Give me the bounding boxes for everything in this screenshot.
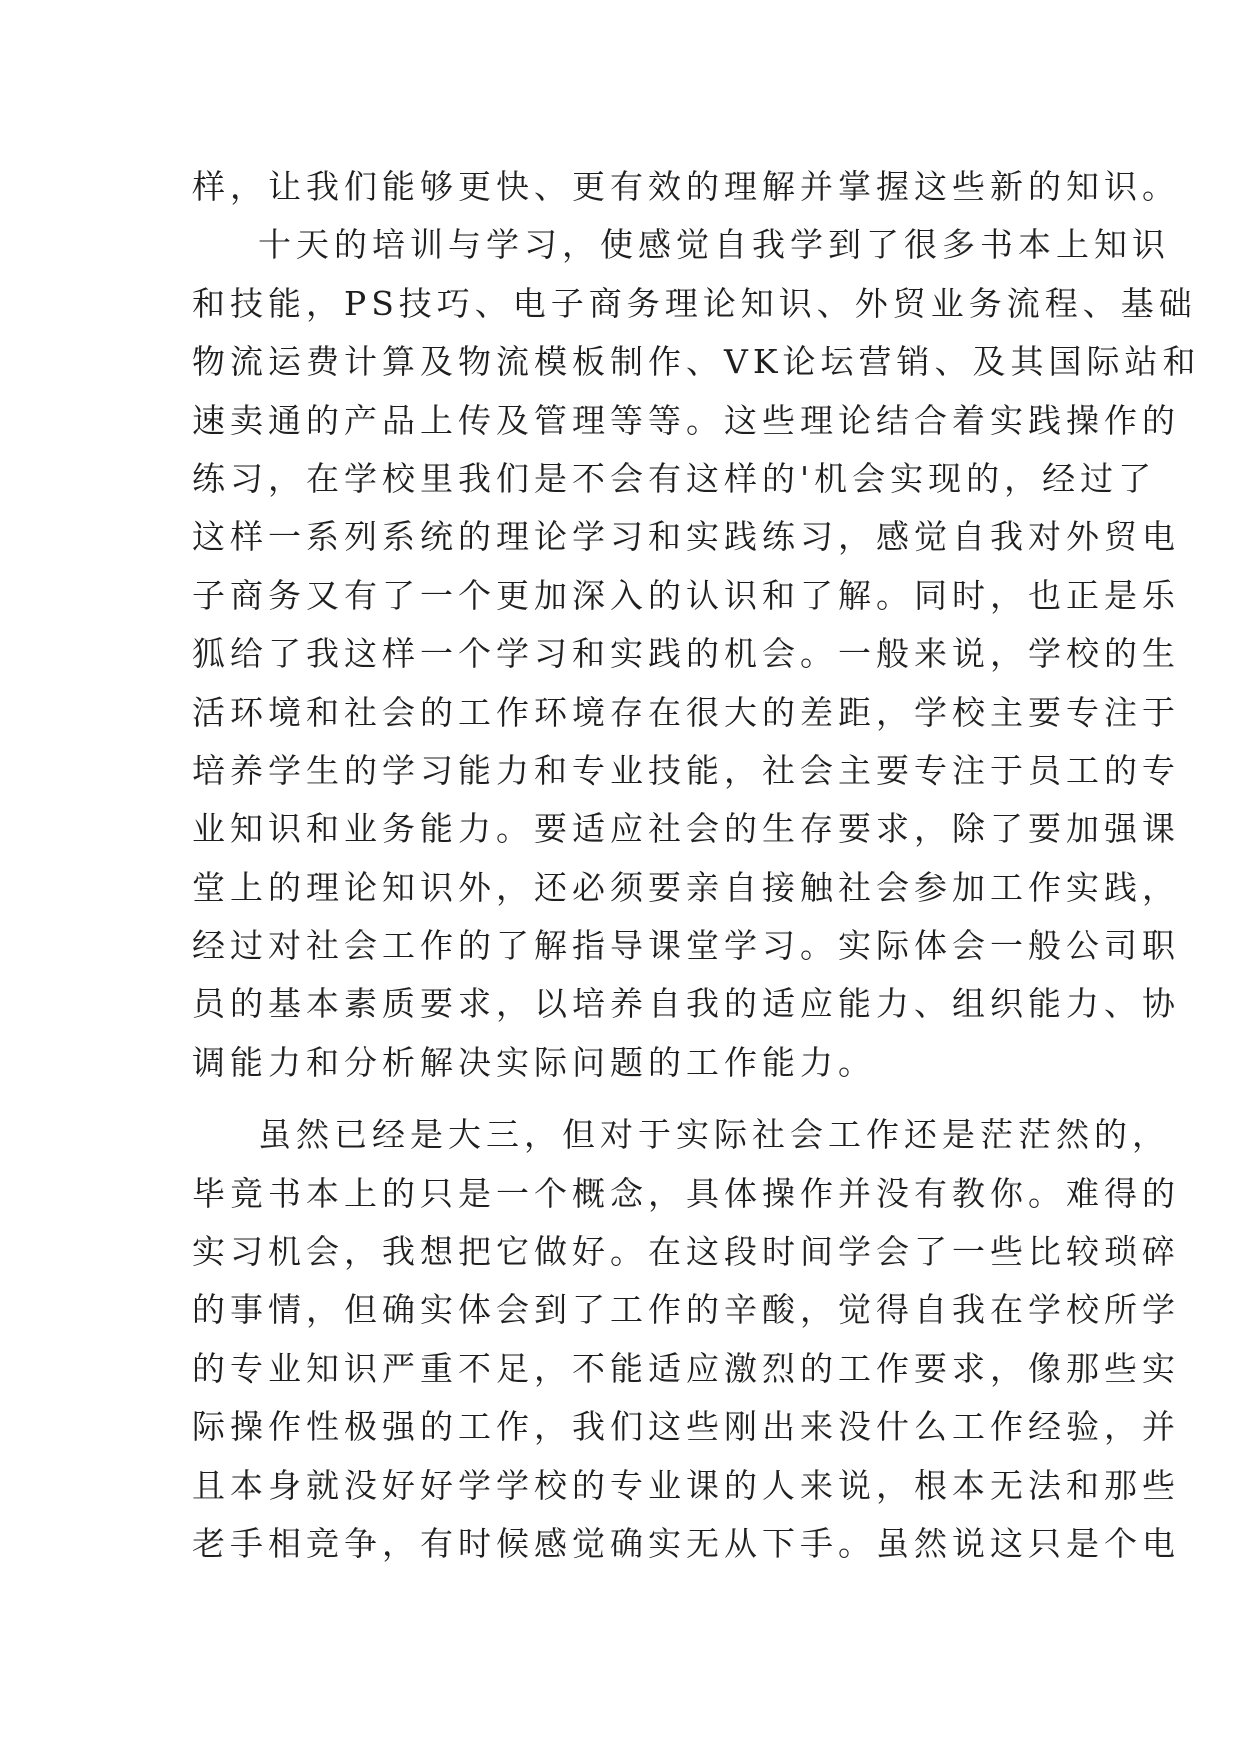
text-line: 且本身就没好好学学校的专业课的人来说，根本无法和那些 (192, 1465, 1180, 1505)
text-line: 速卖通的产品上传及管理等等。这些理论结合着实践操作的 (192, 400, 1180, 440)
text-line: 员的基本素质要求，以培养自我的适应能力、组织能力、协 (192, 984, 1180, 1024)
text-line: 的事情，但确实体会到了工作的辛酸，觉得自我在学校所学 (192, 1290, 1180, 1330)
text-line: 培养学生的学习能力和专业技能，社会主要专注于员工的专 (192, 750, 1180, 790)
paragraph-gap (192, 1092, 1062, 1106)
text-line: 实习机会，我想把它做好。在这段时间学会了一些比较琐碎 (192, 1232, 1180, 1272)
paragraph-training (192, 216, 1201, 1092)
paragraph-continuation (192, 158, 1180, 216)
text-line: 样，让我们能够更快、更有效的理解并掌握这些新的知识。 (192, 167, 1180, 206)
text-line: 老手相竞争，有时候感觉确实无从下手。虽然说这只是个电 (192, 1523, 1180, 1563)
text-line: 活环境和社会的工作环境存在很大的差距，学校主要专注于 (192, 692, 1180, 732)
text-line: 业知识和业务能力。要适应社会的生存要求，除了要加强课 (192, 809, 1180, 849)
text-line: 和技能，PS技巧、电子商务理论知识、外贸业务流程、基础 (192, 283, 1197, 323)
text-line: 经过对社会工作的了解指导课堂学习。实际体会一般公司职 (192, 926, 1180, 966)
paragraph-reflection (192, 1106, 1180, 1573)
text-line: 物流运费计算及物流模板制作、VK论坛营销、及其国际站和 (192, 342, 1201, 382)
text-line: 练习，在学校里我们是不会有这样的'机会实现的，经过了 (192, 458, 1157, 498)
text-line: 际操作性极强的工作，我们这些刚出来没什么工作经验，并 (192, 1407, 1180, 1447)
text-line: 堂上的理论知识外，还必须要亲自接触社会参加工作实践， (192, 867, 1180, 907)
text-line: 十天的培训与学习，使感觉自我学到了很多书本上知识 (258, 225, 1170, 265)
text-line: 调能力和分析解决实际问题的工作能力。 (192, 1042, 876, 1082)
text-line: 的专业知识严重不足，不能适应激烈的工作要求，像那些实 (192, 1348, 1180, 1388)
document-body (192, 158, 1201, 1573)
text-line: 这样一系列系统的理论学习和实践练习，感觉自我对外贸电 (192, 517, 1180, 557)
text-line: 子商务又有了一个更加深入的认识和了解。同时，也正是乐 (192, 575, 1180, 615)
text-line: 虽然已经是大三，但对于实际社会工作还是茫茫然的， (258, 1115, 1170, 1155)
text-line: 狐给了我这样一个学习和实践的机会。一般来说，学校的生 (192, 634, 1180, 674)
text-line: 毕竟书本上的只是一个概念，具体操作并没有教你。难得的 (192, 1173, 1180, 1213)
